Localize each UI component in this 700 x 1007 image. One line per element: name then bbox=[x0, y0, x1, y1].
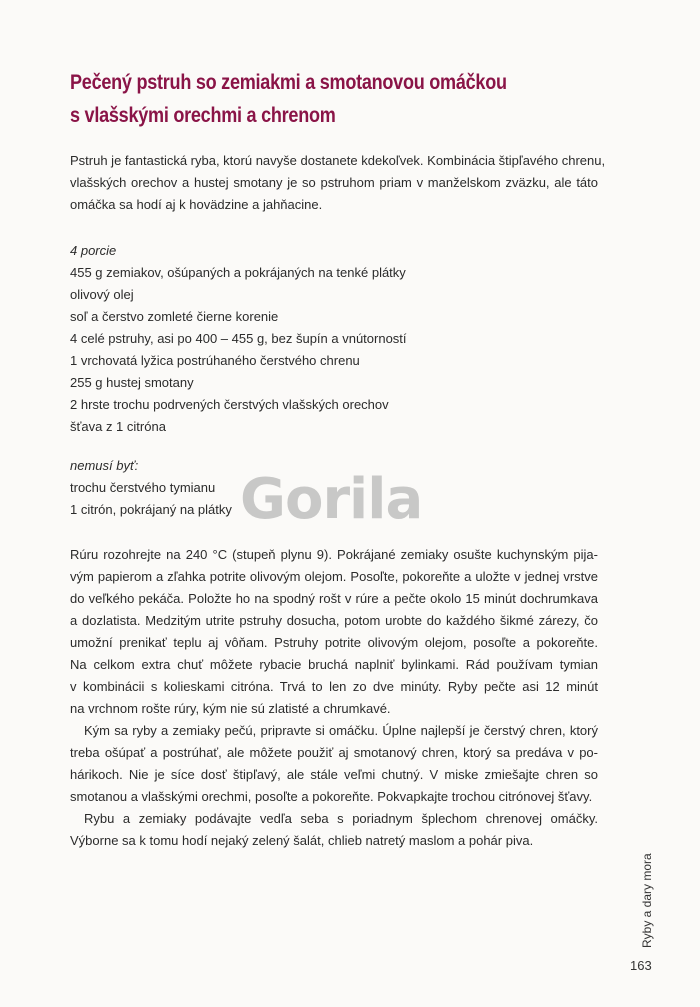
recipe-title-line: Pečený pstruh so zemiakmi a smotanovou omáčkou bbox=[70, 71, 507, 94]
ingredient-item: 4 celé pstruhy, asi po 400 – 455 g, bez šupín a vnútorností bbox=[70, 331, 407, 346]
servings-label: 4 porcie bbox=[70, 243, 117, 258]
intro-line: omáčka sa hodí aj k hovädzine a jahňacine. bbox=[70, 197, 323, 212]
ingredients-list bbox=[70, 240, 598, 438]
ingredient-item: šťava z 1 citróna bbox=[70, 419, 166, 434]
method-line: umožní prenikať teplu aj vôňam. Pstruhy potrite olivovým olejom, posoľte a pokoreňte. bbox=[70, 635, 598, 650]
page-number: 163 bbox=[630, 958, 652, 973]
method-line: hárikoch. Nie je síce dosť štipľavý, ale stále veľmi chutný. V miske zmiešajte chren so bbox=[70, 767, 598, 782]
method-section bbox=[70, 544, 598, 852]
method-line: Rúru rozohrejte na 240 °C (stupeň plynu 9). Pokrájané zemiaky osušte kuchynským pija- bbox=[70, 547, 598, 562]
method-line: Výborne sa k tomu hodí nejaký zelený šalát, chlieb natretý maslom a pohár piva. bbox=[70, 833, 534, 848]
method-line: Na celkom extra chuť môžete rybacie bruchá naplniť bylinkami. Rád používam tymian bbox=[70, 657, 598, 672]
method-line: do veľkého pekáča. Položte ho na spodný rošt v rúre a pečte okolo 15 minút dochrumkava bbox=[70, 591, 598, 606]
method-paragraph bbox=[70, 720, 598, 808]
ingredient-item: soľ a čerstvo zomleté čierne korenie bbox=[70, 309, 279, 324]
optional-item: trochu čerstvého tymianu bbox=[70, 480, 216, 495]
method-line: v kombinácii s kolieskami citróna. Trvá to len zo dve minúty. Ryby pečte asi 12 minút bbox=[70, 679, 598, 694]
section-label: Ryby a dary mora bbox=[640, 853, 654, 948]
method-line: vým papierom a zľahka potrite olivovým olejom. Posoľte, pokoreňte a uložte v jednej vrstve bbox=[70, 569, 598, 584]
recipe-title-line: s vlašskými orechmi a chrenom bbox=[70, 104, 336, 127]
method-line: smotanou a vlašskými orechmi, posoľte a pokoreňte. Pokvapkajte trochou citrónovej šťavy. bbox=[70, 789, 593, 804]
optional-item: 1 citrón, pokrájaný na plátky bbox=[70, 502, 232, 517]
method-line: Rybu a zemiaky podávajte vedľa seba s poriadnym šplechom chrenovej omáčky. bbox=[84, 811, 598, 826]
section-label-vertical bbox=[636, 828, 658, 948]
method-line: na vrchnom rošte rúry, kým nie sú zlatisté a chrumkavé. bbox=[70, 701, 391, 716]
ingredient-item: 1 vrchovatá lyžica postrúhaného čerstvého chrenu bbox=[70, 353, 360, 368]
intro-paragraph bbox=[70, 150, 606, 216]
intro-line: Pstruh je fantastická ryba, ktorú navyše dostanete kdekoľvek. Kombinácia štipľavého chrenu, bbox=[70, 153, 606, 168]
optional-heading: nemusí byť: bbox=[70, 458, 139, 473]
ingredient-item: olivový olej bbox=[70, 287, 134, 302]
ingredient-item: 455 g zemiakov, ošúpaných a pokrájaných na tenké plátky bbox=[70, 265, 406, 280]
method-paragraph bbox=[70, 544, 598, 720]
watermark-logo: Gorila bbox=[240, 467, 423, 532]
method-line: treba ošúpať a postrúhať, ale môžete použiť aj smotanový chren, ktorý sa predáva v po- bbox=[70, 745, 598, 760]
recipe-title bbox=[70, 66, 552, 132]
method-paragraph bbox=[70, 808, 598, 852]
method-line: Kým sa ryby a zemiaky pečú, pripravte si omáčku. Úplne najlepší je čerstvý chren, ktorý bbox=[84, 723, 598, 738]
ingredient-item: 2 hrste trochu podrvených čerstvých vlašských orechov bbox=[70, 397, 389, 412]
ingredient-item: 255 g hustej smotany bbox=[70, 375, 194, 390]
method-line: a dozlatista. Medzitým utrite pstruhy dosucha, potom urobte do každého šikmé zárezy, čo bbox=[70, 613, 598, 628]
intro-line: vlašských orechov a hustej smotany je so pstruhom priam v manželskom zväzku, ale táto bbox=[70, 175, 598, 190]
